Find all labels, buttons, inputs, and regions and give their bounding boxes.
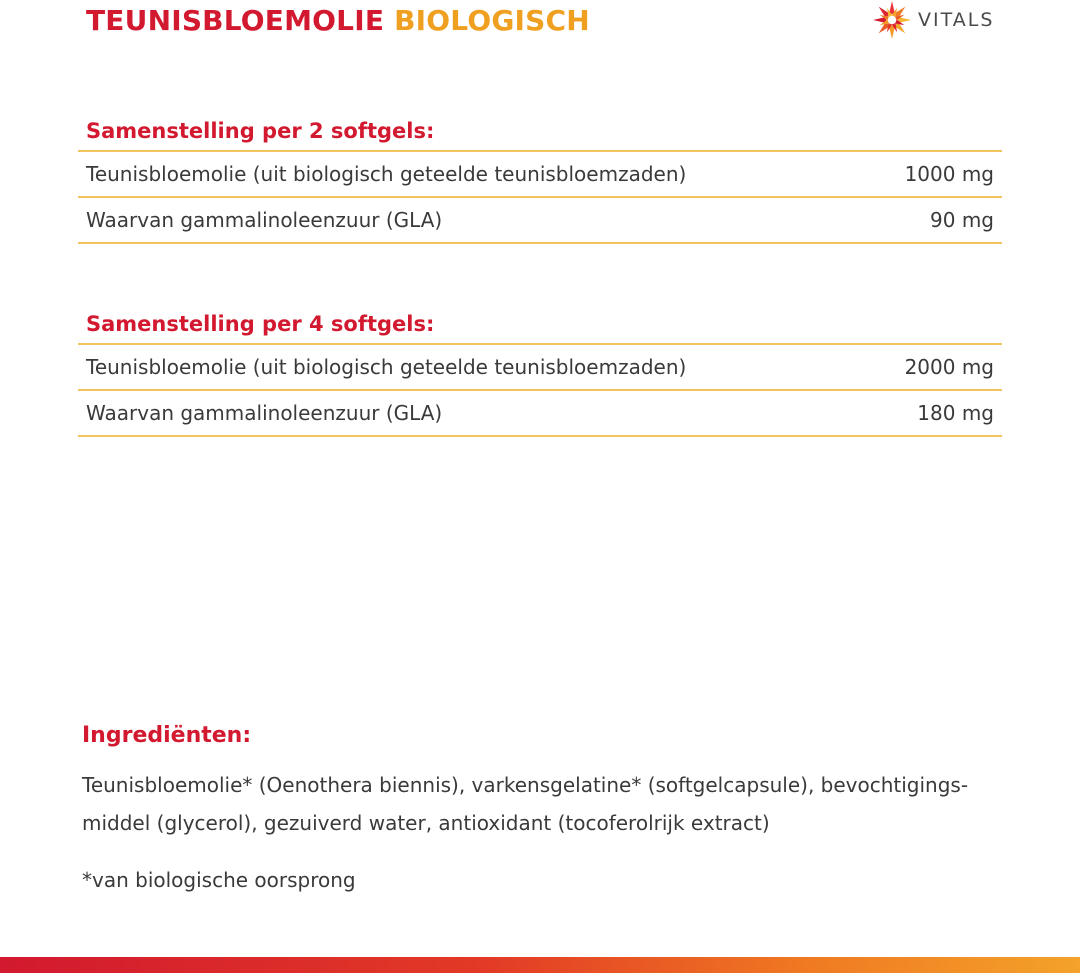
star-burst-icon [872, 0, 912, 40]
title-part-1: TEUNISBLOEMOLIE [86, 4, 385, 37]
composition-title: Samenstelling per 4 softgels: [86, 312, 435, 336]
ingredient-name: Teunisbloemolie (uit biologisch geteelde teunisbloemzaden) [86, 355, 687, 379]
table-row [78, 196, 1002, 244]
product-title [86, 4, 590, 37]
header [0, 0, 1080, 60]
brand-name: VITALS [918, 9, 995, 31]
ingredient-amount: 180 mg [917, 401, 994, 425]
ingredients-text [82, 766, 1022, 842]
bottom-gradient-bar [0, 957, 1080, 973]
ingredient-name: Waarvan gammalinoleenzuur (GLA) [86, 208, 443, 232]
composition-title: Samenstelling per 2 softgels: [86, 119, 435, 143]
ingredient-amount: 90 mg [930, 208, 994, 232]
ingredient-amount: 1000 mg [904, 162, 994, 186]
ingredients-note: *van biologische oorsprong [82, 868, 356, 892]
brand-logo [872, 0, 994, 40]
ingredient-name: Teunisbloemolie (uit biologisch geteelde teunisbloemzaden) [86, 162, 687, 186]
title-part-2: BIOLOGISCH [394, 4, 590, 37]
composition-section-4-softgels [78, 305, 1002, 437]
table-row [78, 389, 1002, 437]
composition-section-2-softgels [78, 112, 1002, 244]
ingredient-amount: 2000 mg [904, 355, 994, 379]
table-row [78, 343, 1002, 389]
ingredients-line-2: middel (glycerol), gezuiverd water, antioxidant (tocoferolrijk extract) [82, 811, 770, 835]
table-row [78, 150, 1002, 196]
ingredient-name: Waarvan gammalinoleenzuur (GLA) [86, 401, 443, 425]
ingredients-line-1: Teunisbloemolie* (Oenothera biennis), varkensgelatine* (softgelcapsule), bevochtigings- [82, 773, 969, 797]
ingredients-title: Ingrediënten: [82, 723, 252, 748]
ingredients-section [82, 718, 1022, 892]
